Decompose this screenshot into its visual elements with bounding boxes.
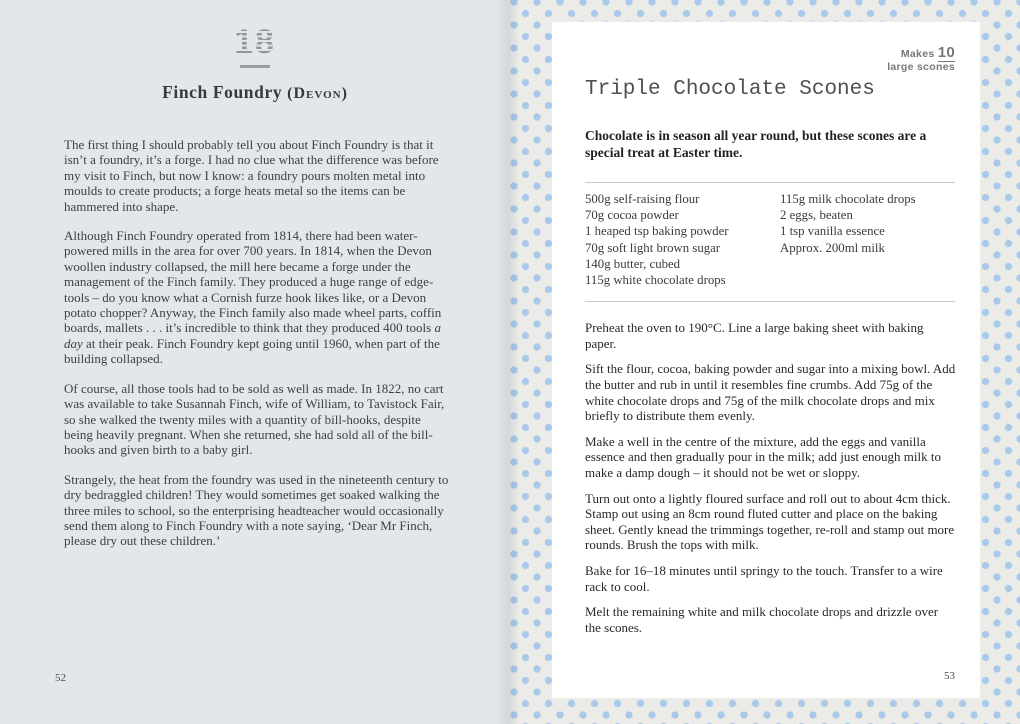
italic-phrase: a day — [64, 320, 441, 351]
paragraph-1: The first thing I should probably tell you about Finch Foundry is that it isn’t a foundry, it’s a forge. I had no clue what the difference was before my visit to Finch, but now I know: a foundry pours molten metal into moulds to create products; a forge heats metal so the items can be hammered into shape. — [64, 137, 439, 214]
ingredient-item: 1 heaped tsp baking powder — [585, 224, 729, 239]
ingredients-column-1 — [585, 191, 780, 288]
chapter-title-region: (Devon) — [287, 85, 348, 102]
ingredients-divider-bottom — [585, 301, 955, 302]
paragraph-2 — [64, 228, 452, 367]
recipe-panel — [552, 22, 980, 698]
yield-line-1 — [887, 46, 955, 61]
method-step-5: Bake for 16–18 minutes until springy to the touch. Transfer to a wire rack to cool. — [585, 562, 943, 594]
method-step-2: Sift the flour, cocoa, baking powder and sugar into a mixing bowl. Add the butter and rub in until it resembles fine crumbs. Add 75g of the white chocolate drops and 75g of the milk chocolate drops and mix briefly to distribute them evenly. — [585, 361, 956, 424]
ingredients-list — [585, 191, 957, 288]
ingredient-item: 2 eggs, beaten — [780, 208, 853, 223]
ingredient-item: 115g white chocolate drops — [585, 273, 726, 288]
chapter-number-wrap — [0, 24, 510, 60]
paragraph-4: Strangely, the heat from the foundry was used in the nineteenth century to dry bedraggled children! They would sometimes get soaked walking the three miles to school, so the enterprising headteacher would occasionally send them along to Finch Foundry with a note saying, ‘Dear Mr Finch, please dry out these children.’ — [64, 471, 449, 549]
chapter-title — [0, 82, 510, 103]
right-page — [510, 0, 1020, 724]
ingredient-item: 140g butter, cubed — [585, 256, 681, 271]
ingredients-divider-top — [585, 182, 955, 183]
chapter-number: 18 — [234, 23, 276, 61]
page-number-right: 53 — [944, 670, 955, 682]
method-step-4: Turn out onto a lightly floured surface and roll out to about 4cm thick. Stamp out using an 8cm round fluted cutter and place on the baking sheet. Gently knead the trimmings together, re-roll and stamp out more rounds. Brush the tops with milk. — [585, 490, 955, 553]
yield-number: 10 — [937, 44, 955, 61]
ingredient-item: 115g milk chocolate drops — [780, 192, 916, 206]
recipe-title: Triple Chocolate Scones — [585, 78, 875, 101]
method-step-1: Preheat the oven to 190°C. Line a large baking sheet with baking paper. — [585, 320, 924, 351]
ingredient-item: 70g cocoa powder — [585, 208, 679, 223]
paragraph-2-text: Although Finch Foundry operated from 1814, there had been water-powered mills in the area for over 700 years. In 1814, when the Devon woollen industry collapsed, the mill here became a forge under the management of the Finch family. They produced a huge range of edge-tools – do you know what a Cornish furze hook likes like, or a Devon potato chopper? Anyway, the Finch family also made wheel parts, coffin boards, mallets . . . it’s incredible to think that they produced 400 tools — [64, 228, 442, 336]
chapter-body — [64, 137, 452, 549]
yield-badge — [887, 46, 955, 74]
ingredients-column-2 — [780, 191, 957, 288]
recipe-intro: Chocolate is in season all year round, but these scones are a special treat at Easter time. — [585, 128, 927, 160]
paragraph-3: Of course, all those tools had to be sold as well as made. In 1822, no cart was available to take Susannah Finch, wife of William, to Tavistock Fair, so she walked the twenty miles with a quantity of bill-hooks, despite being heavily pregnant. When she returned, she had sold all of the bill-hooks and given birth to a baby girl. — [64, 380, 445, 458]
paragraph-2-text-cont: at their peak. Finch Foundry kept going until 1960, when part of the building collapsed. — [64, 335, 440, 367]
yield-line-2: large scones — [887, 61, 955, 73]
ingredient-item: 70g soft light brown sugar — [585, 240, 721, 255]
chapter-title-main: Finch Foundry — [162, 82, 288, 102]
page-number-left: 52 — [55, 672, 66, 684]
ingredient-item: Approx. 200ml milk — [780, 240, 885, 255]
chapter-header — [0, 0, 510, 103]
method-step-6: Melt the remaining white and milk chocolate drops and drizzle over the scones. — [585, 604, 939, 635]
yield-label: Makes — [900, 48, 935, 60]
ingredient-item: 500g self-raising flour — [585, 192, 700, 206]
ingredient-item: 1 tsp vanilla essence — [780, 224, 885, 239]
chapter-rule-divider — [240, 65, 270, 68]
method-step-3: Make a well in the centre of the mixture, add the eggs and vanilla essence and then gradually pour in the milk; add just enough milk to make a damp dough – it should not be wet or sloppy. — [585, 433, 941, 480]
method-steps — [585, 320, 957, 635]
